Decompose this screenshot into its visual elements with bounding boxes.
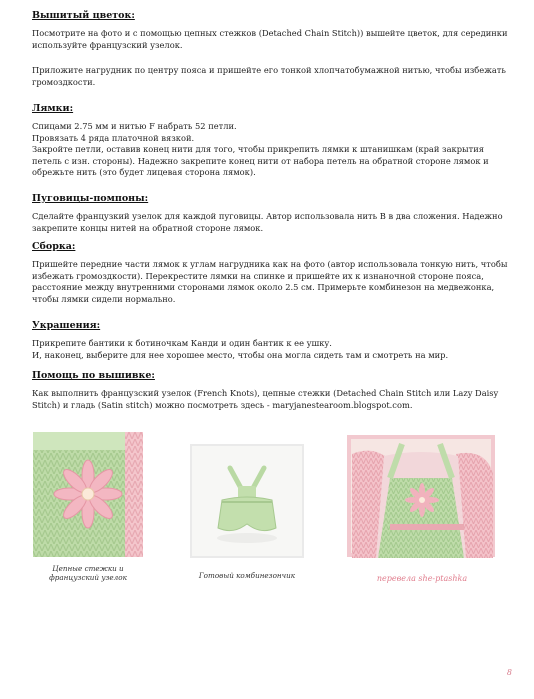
overalls-photo [190, 444, 304, 558]
section-straps [32, 103, 508, 179]
paragraph: Провязать 4 ряда платочной вязкой. [32, 132, 195, 143]
paragraph: Приложите нагрудник по центру пояса и пришейте его тонкой хлопчатобумажной нитью, чтобы избежать громоздкости. [32, 65, 506, 87]
photo-caption: Готовый комбинезончик [198, 571, 296, 580]
paragraph: И, наконец, выберите для нее хорошее место, чтобы она могла сидеть там и смотреть на мир. [32, 349, 449, 360]
photo-row [0, 432, 534, 592]
paragraph: Как выполнить французский узелок (French Knots), цепные стежки (Detached Chain Stitch или Lazy Daisy Stitch) и гладь (Satin stitch) можно посмотреть здесь - maryjanestearoom.blogspot.com. [32, 388, 499, 410]
section-heading: Сборка: [32, 241, 76, 252]
section-embroidered-flower [32, 10, 508, 92]
section-heading: Помощь по вышивке: [32, 370, 155, 381]
translator-credit: перевела she-ptashka [376, 574, 468, 583]
photo-caption: Цепные стежки и французский узелок [49, 564, 127, 582]
paragraph: Посмотрите на фото и с помощью цепных стежков (Detached Chain Stitch)) вышейте цветок, для серединки используйте французский узелок. [32, 28, 508, 50]
flower-closeup-photo [33, 432, 143, 557]
paragraph: Закройте петли, оставив конец нити для того, чтобы прикрепить лямки к штанишкам (край закрытия петель с изн. стороны). Надежно закрепите конец нити от набора петель на обратной стороне лямок и обрежьте нить (это будет лицевая сторона лямок). [32, 144, 489, 177]
section-heading: Вышитый цветок: [32, 10, 135, 21]
section-embroidery-help [32, 370, 508, 415]
section-decorations [32, 320, 508, 361]
section-heading: Лямки: [32, 103, 74, 114]
section-assembly [32, 241, 508, 309]
section-pompom-buttons [32, 193, 508, 238]
overalls-image [192, 446, 302, 556]
section-heading: Пуговицы-помпоны: [32, 193, 149, 204]
knit-flower-image [33, 432, 143, 557]
bear-in-overalls-image [346, 434, 496, 558]
bear-photo [346, 434, 496, 558]
paragraph: Прикрепите бантики к ботиночкам Канди и один бантик к ее ушку. [32, 338, 332, 348]
paragraph: Пришейте передние части лямок к углам нагрудника как на фото (автор использовала тонкую нить, чтобы избежать громоздкости). Перекрестите лямки на спинке и пришейте их к изнаночной стороне пояса, расстояние между внутренними сторонами лямок около 2.5 см. Примерьте комбинезон на медвежонка, чтобы лямки сидели нормально. [32, 259, 508, 304]
paragraph: Спицами 2.75 мм и нитью F набрать 52 петли. [32, 121, 237, 131]
section-heading: Украшения: [32, 320, 101, 331]
page-number: 8 [506, 668, 512, 677]
paragraph: Сделайте французкий узелок для каждой пуговицы. Автор использовала нить B в два сложения. Надежно закрепите концы нитей на обратной стороне лямок. [32, 211, 503, 233]
